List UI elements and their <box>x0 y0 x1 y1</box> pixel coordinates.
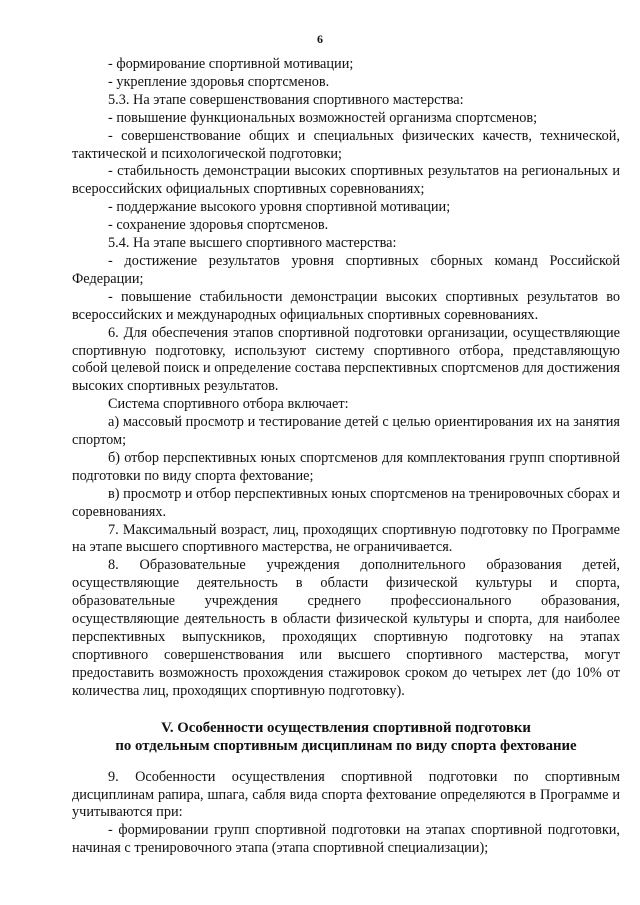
paragraph-7: 7. Максимальный возраст, лиц, проходящих спортивную подготовку по Программе на этапе высшего спортивного мастерства, не ограничивается. <box>72 521 620 556</box>
paragraph-selection-a: а) массовый просмотр и тестирование детей с целью ориентирования их на занятия спортом; <box>72 414 620 449</box>
paragraph-health-preservation: - сохранение здоровья спортсменов. <box>108 217 329 234</box>
paragraph-stability-international: - повышение стабильности демонстрации высоких спортивных результатов во всероссийских и международных официальных спортивных соревнованиях. <box>72 288 620 323</box>
paragraph-groups-formation: - формировании групп спортивной подготовки на этапах спортивной подготовки, начиная с тренировочного этапа (этапа спортивной специализации); <box>72 822 620 857</box>
paragraph-5-3: 5.3. На этапе совершенствования спортивного мастерства: <box>108 91 464 108</box>
paragraph-health: - укрепление здоровья спортсменов. <box>108 73 330 90</box>
page-number: 6 <box>317 32 323 46</box>
paragraph-motivation-level: - поддержание высокого уровня спортивной мотивации; <box>108 199 451 216</box>
document-body <box>72 56 620 858</box>
paragraph-physical-qualities: - совершенствование общих и специальных физических качеств, технической, тактической и психологической подготовки; <box>72 127 620 162</box>
paragraph-9: 9. Особенности осуществления спортивной подготовки по спортивным дисциплинам рапира, шпага, сабля вида спорта фехтование определяются в Программе и учитываются при: <box>72 768 620 821</box>
paragraph-selection-b: б) отбор перспективных юных спортсменов для комплектования групп спортивной подготовки по виду спорта фехтование; <box>72 449 620 484</box>
paragraph-national-teams: - достижение результатов уровня спортивных сборных команд Российской Федерации; <box>72 252 620 287</box>
paragraph-selection-system: Система спортивного отбора включает: <box>108 396 349 413</box>
paragraph-functional: - повышение функциональных возможностей организма спортсменов; <box>108 109 538 126</box>
paragraph-selection-c: в) просмотр и отбор перспективных юных спортсменов на тренировочных сборах и соревнованиях. <box>72 485 620 520</box>
section-heading <box>72 719 620 755</box>
paragraph-8: 8. Образовательные учреждения дополнительного образования детей, осуществляющие деятельность в области физической культуры и спорта, образовательные учреждения среднего профессионального образования, осуществляющие деятельность в области физической культуры и спорта, для наиболее перспективных выпускников, проходящих спортивную подготовку на этапах спортивного совершенствования или высшего спортивного мастерства, могут предоставить возможность прохождения стажировок сроком до четырех лет (до 10% от количества лиц, проходящих спортивную подготовку). <box>72 557 620 699</box>
paragraph-motivation: - формирование спортивной мотивации; <box>108 56 354 72</box>
paragraph-stability-regional: - стабильность демонстрации высоких спортивных результатов на региональных и всероссийских официальных спортивных соревнованиях; <box>72 163 620 198</box>
section-heading-line-1: V. Особенности осуществления спортивной подготовки <box>161 719 531 736</box>
section-heading-line-2: по отдельным спортивным дисциплинам по виду спорта фехтование <box>115 737 577 754</box>
paragraph-5-4: 5.4. На этапе высшего спортивного мастерства: <box>108 235 397 252</box>
paragraph-6: 6. Для обеспечения этапов спортивной подготовки организации, осуществляющие спортивную подготовку, используют систему спортивного отбора, представляющую собой целевой поиск и определение состава перспективных спортсменов для достижения высоких спортивных результатов. <box>72 324 620 395</box>
